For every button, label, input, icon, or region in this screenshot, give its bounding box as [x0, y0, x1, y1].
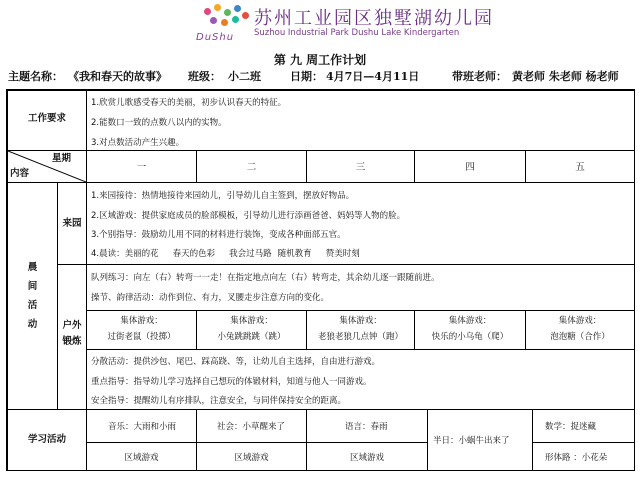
arrival-item: 3.个别指导：鼓励幼儿用不同的材料进行装饰，变成各种面部五官。: [91, 230, 346, 240]
study-area-game: 区域游戏: [234, 453, 269, 463]
arrival-item: 2.区域游戏：提供家庭成员的脸部模板，引导幼儿进行添画爸爸、妈妈等人物的脸。: [91, 211, 406, 221]
reading-item: 随机教育: [277, 249, 312, 259]
school-name-en: Suzhou Industrial Park Dushu Lake Kindergarten: [254, 28, 460, 38]
game-title: 集体游戏：: [448, 316, 492, 326]
morning-label-char: 动: [27, 319, 38, 330]
study-label: 学习活动: [27, 434, 66, 445]
requirements-label: 工作要求: [27, 113, 66, 124]
game-title: 集体游戏：: [230, 316, 273, 326]
page-title: 第 九 周工作计划: [273, 53, 367, 67]
reading-item: 我会过马路: [229, 249, 272, 259]
weekday-header: 四: [465, 162, 475, 173]
morning-label-char: 晨: [27, 262, 38, 273]
study-activity: 数学：捉迷藏: [545, 422, 597, 432]
requirement-item: 3.对点数活动产生兴趣。: [91, 138, 185, 148]
logo-dot: [224, 9, 231, 16]
study-activity-halfday: 半日：小蜗牛出来了: [433, 436, 510, 446]
outdoor-note: 分散活动：提供沙包、尾巴、踩高跷、等，让幼儿自主选择，自由进行游戏。: [91, 357, 381, 367]
game-name: 过街老鼠（投掷）: [107, 332, 176, 342]
game-cell: [87, 315, 196, 343]
class-value: 小二班: [228, 70, 261, 83]
game-name: 快乐的小乌龟（爬）: [431, 332, 509, 342]
game-title: 集体游戏：: [120, 316, 163, 326]
queue-practice: 队列练习：向左（右）转弯一一走！在指定地点向左（右）转弯走，其余幼儿逐一跟随前进。: [91, 273, 440, 283]
logo-dot: [214, 4, 221, 11]
requirement-item: 1.欣赏儿歌感受春天的美丽，初步认识春天的特征。: [91, 98, 287, 108]
reading-item: 赞美时刻: [325, 249, 360, 259]
game-cell: [307, 315, 414, 343]
weekday-header: 三: [355, 162, 366, 173]
outdoor-label: [58, 318, 86, 350]
study-area-game: 区域游戏: [124, 453, 159, 463]
theme-value: 《我和春天的故事》: [68, 70, 167, 83]
weekday-header: 五: [575, 162, 585, 173]
corner-content-label: 内容: [10, 168, 30, 179]
outdoor-note: 安全指导：提醒幼儿有序排队，注意安全，与同伴保持安全的距离。: [91, 396, 347, 406]
logo-dot: [234, 5, 241, 12]
requirement-item: 2.能数口一致的点数八以内的实物。: [91, 118, 227, 128]
corner-weekday-label: 星期: [52, 153, 72, 164]
date-value: 4月7日—4月11日: [326, 70, 420, 83]
game-title: 集体游戏：: [339, 316, 382, 326]
morning-reading: [91, 247, 360, 259]
study-activity: 语言：春雨: [345, 422, 388, 432]
arrival-item: 1.来园接待：热情地接待来园幼儿，引导幼儿自主签到，摆放好物品。: [91, 191, 355, 201]
outdoor-label-line: 户外: [62, 320, 82, 331]
arrival-label: 来园: [62, 218, 82, 229]
logo-wordmark: DuShu: [196, 32, 235, 43]
outdoor-label-line: 锻炼: [62, 336, 82, 347]
class-label: 班级：: [188, 70, 221, 83]
game-title: 集体游戏：: [558, 316, 602, 326]
study-area-game: 区域游戏: [349, 453, 384, 463]
reading-item: 美丽的花: [124, 249, 159, 259]
game-name: 泡泡糖（合作）: [550, 332, 610, 342]
exercise-note: 操节、韵律活动：动作到位、有力，叉腰走步注意方向的变化。: [91, 293, 330, 303]
weekday-header: 二: [246, 162, 257, 173]
game-name: 老狼老狼几点钟（跑）: [317, 332, 403, 342]
school-logo: [196, 2, 494, 46]
theme-label: 主题名称：: [8, 70, 63, 83]
logo-dot: [232, 16, 239, 23]
logo-dot: [204, 8, 211, 15]
morning-label: [8, 258, 57, 334]
game-cell: [415, 315, 525, 343]
study-area-game: 形体路 ：小花朵: [545, 453, 608, 463]
outdoor-note: 重点指导：指导幼儿学习选择自己想玩的体锻材料，知道与他人一同游戏。: [91, 377, 372, 387]
game-cell: [197, 315, 306, 343]
date-label: 日期：: [290, 70, 323, 83]
reading-prefix: 4.晨读：: [91, 249, 125, 259]
study-activity: 音乐：大雨和小雨: [108, 422, 177, 432]
game-cell: [526, 315, 634, 343]
study-activity: 社会：小草醒来了: [217, 422, 286, 432]
morning-label-char: 间: [27, 281, 38, 292]
logo-dot: [242, 12, 249, 19]
game-name: 小兔跳跳跳（跳）: [217, 332, 286, 342]
teacher-label: 带班老师：: [452, 70, 507, 83]
school-name-cn: 苏州工业园区独墅湖幼儿园: [254, 8, 494, 29]
teacher-value: 黄老师 朱老师 杨老师: [512, 70, 619, 83]
weekday-header: 一: [136, 162, 147, 173]
logo-dot: [210, 17, 217, 24]
info-bar: [6, 68, 636, 86]
reading-item: 春天的色彩: [172, 249, 216, 259]
morning-label-char: 活: [27, 300, 38, 311]
logo-dot: [221, 19, 228, 26]
